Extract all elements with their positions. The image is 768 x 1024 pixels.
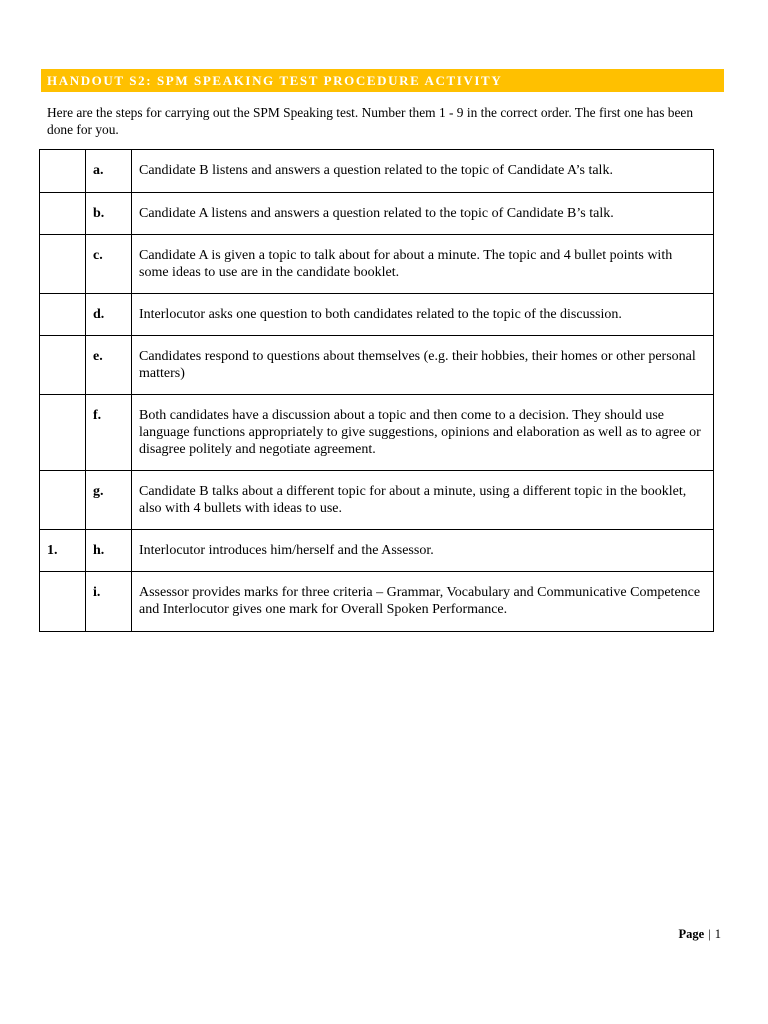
table-row (40, 193, 714, 235)
step-description: Candidate B talks about a different topic for about a minute, using a different topic in the booklet, also with 4 bullets with ideas to use. (132, 471, 714, 530)
order-number-cell[interactable] (40, 235, 86, 294)
step-description: Both candidates have a discussion about a topic and then come to a decision. They should use language functions appropriately to give suggestions, opinions and elaboration as well as to agree or disagree politely and negotiate agreement. (132, 395, 714, 471)
step-description: Assessor provides marks for three criteria – Grammar, Vocabulary and Communicative Competence and Interlocutor gives one mark for Overall Spoken Performance. (132, 572, 714, 632)
step-description: Candidate B listens and answers a question related to the topic of Candidate A’s talk. (132, 150, 714, 193)
table-row (40, 150, 714, 193)
step-description: Candidate A listens and answers a question related to the topic of Candidate B’s talk. (132, 193, 714, 235)
table-row (40, 235, 714, 294)
order-number-cell[interactable] (40, 395, 86, 471)
step-letter: i. (86, 572, 132, 632)
page-separator: | (708, 927, 711, 941)
step-description: Candidates respond to questions about themselves (e.g. their hobbies, their homes or other personal matters) (132, 336, 714, 395)
step-letter: f. (86, 395, 132, 471)
table-row (40, 471, 714, 530)
order-number-cell[interactable] (40, 336, 86, 395)
order-number-cell[interactable] (40, 294, 86, 336)
order-number-cell[interactable] (40, 572, 86, 632)
order-number-cell[interactable] (40, 150, 86, 193)
step-letter: g. (86, 471, 132, 530)
step-description: Interlocutor introduces him/herself and the Assessor. (132, 530, 714, 572)
handout-title: HANDOUT S2: SPM SPEAKING TEST PROCEDURE ACTIVITY (47, 72, 503, 88)
step-letter: h. (86, 530, 132, 572)
order-number-cell[interactable] (40, 193, 86, 235)
page-label: Page (678, 927, 705, 941)
step-letter: b. (86, 193, 132, 235)
steps-table (39, 149, 714, 632)
table-row (40, 530, 714, 572)
step-description: Interlocutor asks one question to both candidates related to the topic of the discussion. (132, 294, 714, 336)
step-description: Candidate A is given a topic to talk about for about a minute. The topic and 4 bullet points with some ideas to use are in the candidate booklet. (132, 235, 714, 294)
order-number-cell[interactable]: 1. (40, 530, 86, 572)
page-footer (679, 927, 721, 942)
instructions-text: Here are the steps for carrying out the SPM Speaking test. Number them 1 - 9 in the correct order. The first one has been done for you. (47, 105, 694, 137)
step-letter: d. (86, 294, 132, 336)
table-row (40, 395, 714, 471)
order-number-cell[interactable] (40, 471, 86, 530)
page-number: 1 (714, 927, 721, 941)
step-letter: e. (86, 336, 132, 395)
table-row (40, 336, 714, 395)
step-letter: a. (86, 150, 132, 193)
table-row (40, 294, 714, 336)
handout-title-bar (41, 69, 724, 92)
table-row (40, 572, 714, 632)
step-letter: c. (86, 235, 132, 294)
